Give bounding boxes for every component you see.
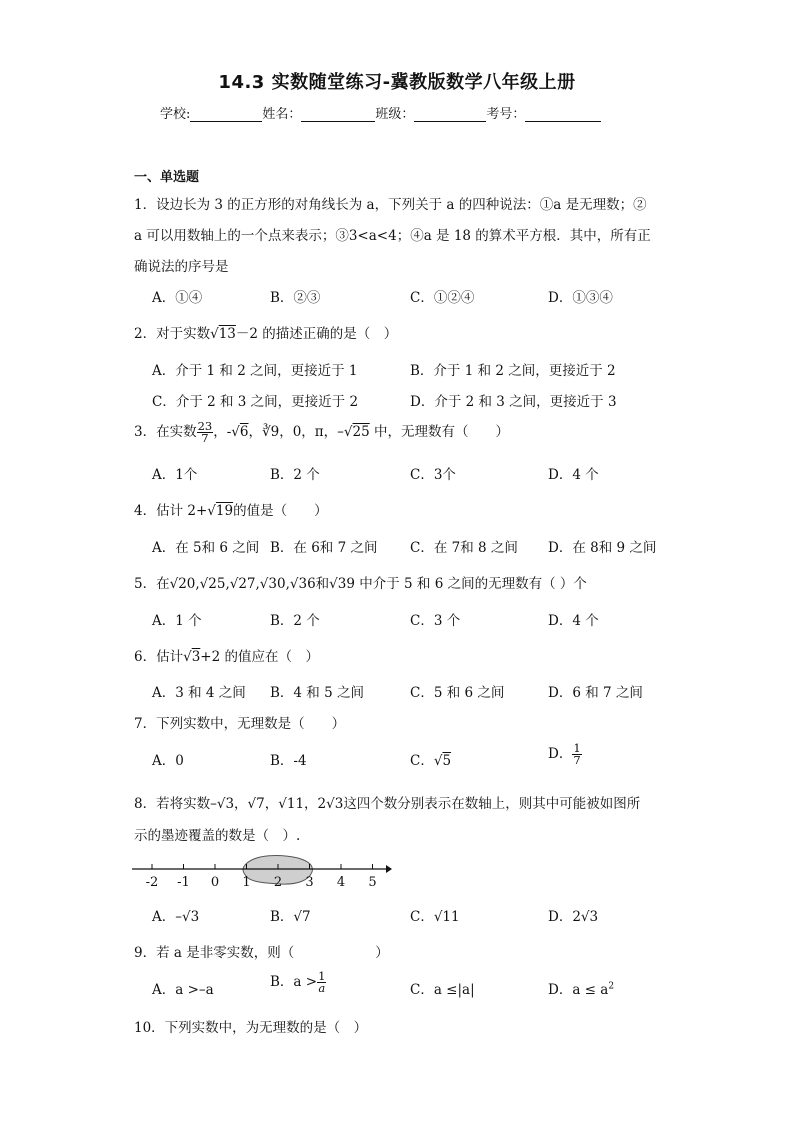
q8-option-a[interactable]: A．–√3 — [152, 909, 200, 925]
exam-no-blank — [525, 107, 601, 122]
class-blank — [414, 107, 486, 122]
q8-text-line1: 8．若将实数–√3，√7，√11，2√3这四个数分别表示在数轴上，则其中可能被如图所 — [134, 796, 641, 812]
q6-option-d[interactable]: D．6 和 7 之间 — [548, 685, 643, 701]
q9-optd-label: D．a ≤ a — [548, 982, 609, 998]
q3-rest2: ， — [248, 424, 262, 440]
q6-option-a[interactable]: A．3 和 4 之间 — [152, 685, 246, 701]
sqrt-sign: √ — [231, 424, 240, 440]
q7-optc-radicand: 5 — [442, 753, 452, 769]
q5-text — [134, 572, 587, 592]
q4-option-d[interactable]: D．在 8和 9 之间 — [548, 540, 657, 556]
q3-option-d[interactable]: D．4 个 — [548, 467, 599, 483]
sqrt-sign: √ — [183, 649, 192, 665]
axis-tick-label: 3 — [305, 875, 314, 890]
sqrt-sign: √ — [433, 753, 443, 769]
section-title: 一、单选题 — [134, 170, 200, 185]
q7-option-d[interactable] — [548, 742, 582, 767]
q5-option-c[interactable]: C．3 个 — [410, 613, 461, 629]
q5-last: √39 — [329, 576, 355, 592]
q8-option-c[interactable]: C．√11 — [410, 909, 460, 925]
name-blank — [301, 107, 375, 122]
q3-text — [134, 420, 509, 445]
number-line-figure — [130, 852, 392, 892]
axis-tick-label: -2 — [145, 875, 159, 890]
q7-optc-label: C． — [410, 753, 434, 769]
q5-option-a[interactable]: A．1 个 — [152, 613, 202, 629]
q9-text: 9．若 a 是非零实数，则（ ） — [134, 945, 389, 961]
sqrt-sign: √ — [207, 503, 216, 519]
q8-line1-post: 这四个数分别表示在数轴上，则其中可能被如图所 — [343, 796, 641, 812]
q7-option-a[interactable]: A．0 — [152, 753, 184, 769]
q7-optd-fraction — [572, 740, 581, 767]
q8-num-d: 2√3 — [317, 796, 344, 812]
q8-option-b[interactable]: B．√7 — [270, 909, 311, 925]
q3-fraction — [197, 418, 214, 445]
exam-no-label: 考号： — [486, 107, 526, 122]
q1-option-d[interactable]: D．①③④ — [548, 290, 613, 306]
q1-text-line3: 确说法的序号是 — [134, 259, 229, 275]
axis-arrow — [386, 865, 392, 873]
q3-pre: 3．在实数 — [134, 424, 197, 440]
q5-list: √20,√25,√27,√30,√36 — [169, 576, 316, 592]
q3-rest3: ，0，π，– — [279, 424, 344, 440]
axis-tick-label: -1 — [177, 875, 190, 890]
q7-optd-label: D． — [548, 746, 573, 762]
q9-optd-exponent: 2 — [608, 981, 615, 992]
axis-tick-label: 0 — [210, 875, 220, 890]
q2-post: －2 的描述正确的是（ ） — [235, 326, 398, 342]
q6-option-b[interactable]: B．4 和 5 之间 — [270, 685, 364, 701]
q3-option-b[interactable]: B．2 个 — [270, 467, 320, 483]
q3-option-c[interactable]: C．3个 — [410, 467, 456, 483]
school-label: 学校: — [160, 107, 191, 122]
q8-num-b: √7 — [247, 796, 265, 812]
q9-optb-den: a — [318, 981, 326, 995]
q9-optb-fraction — [317, 968, 326, 995]
q1-option-c[interactable]: C．①②④ — [410, 290, 475, 306]
sqrt-sign: √ — [343, 424, 353, 440]
q6-text — [134, 645, 319, 665]
q2-pre: 2．对于实数 — [134, 326, 211, 342]
q7-option-c[interactable] — [410, 749, 451, 769]
q2-option-a[interactable]: A．介于 1 和 2 之间，更接近于 1 — [152, 363, 358, 379]
axis-tick-label: 1 — [242, 875, 251, 890]
name-label: 姓名： — [262, 107, 302, 122]
q8-option-d[interactable]: D．2√3 — [548, 909, 599, 925]
sqrt-sign: √ — [210, 326, 219, 342]
q9-option-c[interactable]: C．a ≤|a| — [410, 982, 475, 998]
q6-post: +2 的值应在（ ） — [200, 649, 319, 665]
q10-text: 10．下列实数中，为无理数的是（ ） — [134, 1020, 368, 1036]
q6-option-c[interactable]: C．5 和 6 之间 — [410, 685, 505, 701]
q2-option-d[interactable]: D．介于 2 和 3 之间，更接近于 3 — [410, 394, 617, 410]
q5-pre: 5．在 — [134, 576, 170, 592]
q7-optd-num: 1 — [573, 740, 581, 755]
q3-option-a[interactable]: A．1个 — [152, 467, 198, 483]
page-title: 14.3 实数随堂练习-冀教版数学八年级上册 — [218, 72, 576, 93]
q5-option-d[interactable]: D．4 个 — [548, 613, 599, 629]
q5-post: 中介于 5 和 6 之间的无理数有（ ）个 — [354, 576, 587, 592]
q4-pre: 4．估计 2+ — [134, 503, 208, 519]
axis-tick-label: 2 — [273, 875, 283, 890]
q2-option-c[interactable]: C．介于 2 和 3 之间，更接近于 2 — [152, 394, 359, 410]
q4-option-a[interactable]: A．在 5和 6 之间 — [152, 540, 260, 556]
q7-text: 7．下列实数中，无理数是（ ） — [134, 716, 346, 732]
q3-frac-den: 7 — [201, 431, 209, 445]
q9-optb-label: B．a > — [270, 974, 318, 990]
q9-option-b[interactable] — [270, 970, 326, 995]
q2-text — [134, 322, 397, 342]
student-info-line — [160, 103, 601, 122]
q8-pre: 8．若将实数 — [134, 796, 211, 812]
q1-text-line2: a 可以用数轴上的一个点来表示；③3<a<4；④a 是 18 的算术平方根．其中，所有正 — [134, 228, 651, 244]
q6-pre: 6．估计 — [134, 649, 184, 665]
q3-rad25: 25 — [352, 424, 370, 440]
q3-rad6: 6 — [239, 424, 249, 440]
q4-option-c[interactable]: C．在 7和 8 之间 — [410, 540, 518, 556]
q8-num-c: √11 — [278, 796, 305, 812]
q5-option-b[interactable]: B．2 个 — [270, 613, 320, 629]
q7-optd-den: 7 — [573, 753, 581, 767]
q3-post: 中，无理数有（ ） — [369, 424, 510, 440]
axis-tick-label: 4 — [336, 875, 346, 890]
q1-option-a[interactable]: A．①④ — [152, 290, 203, 306]
class-label: 班级： — [375, 107, 415, 122]
q1-text-line1: 1．设边长为 3 的正方形的对角线长为 a，下列关于 a 的四种说法：①a 是无理数；② — [134, 197, 647, 213]
q1-option-b[interactable]: B．②③ — [270, 290, 321, 306]
q4-text — [134, 499, 328, 519]
q3-cbrt: ∛9 — [262, 424, 280, 440]
q5-mid: 和 — [315, 576, 330, 592]
q2-option-b[interactable]: B．介于 1 和 2 之间，更接近于 2 — [410, 363, 616, 379]
q9-optb-num: 1 — [318, 968, 326, 983]
axis-tick-label: 5 — [368, 875, 377, 890]
q9-option-a[interactable]: A．a >–a — [152, 982, 214, 998]
q3-rest1: ，- — [213, 424, 232, 440]
q7-option-b[interactable]: B．-4 — [270, 753, 307, 769]
q8-num-a: –√3 — [210, 796, 235, 812]
q9-option-d[interactable] — [548, 978, 614, 998]
q4-radicand: 19 — [215, 503, 234, 519]
q2-radicand: 13 — [218, 326, 236, 342]
q3-frac-num: 23 — [197, 418, 213, 433]
q6-radicand: 3 — [191, 649, 201, 665]
q4-post: 的值是（ ） — [233, 503, 328, 519]
q4-option-b[interactable]: B．在 6和 7 之间 — [270, 540, 378, 556]
q8-text-line2: 示的墨迹覆盖的数是（ ）. — [134, 828, 301, 844]
school-blank — [190, 107, 262, 122]
